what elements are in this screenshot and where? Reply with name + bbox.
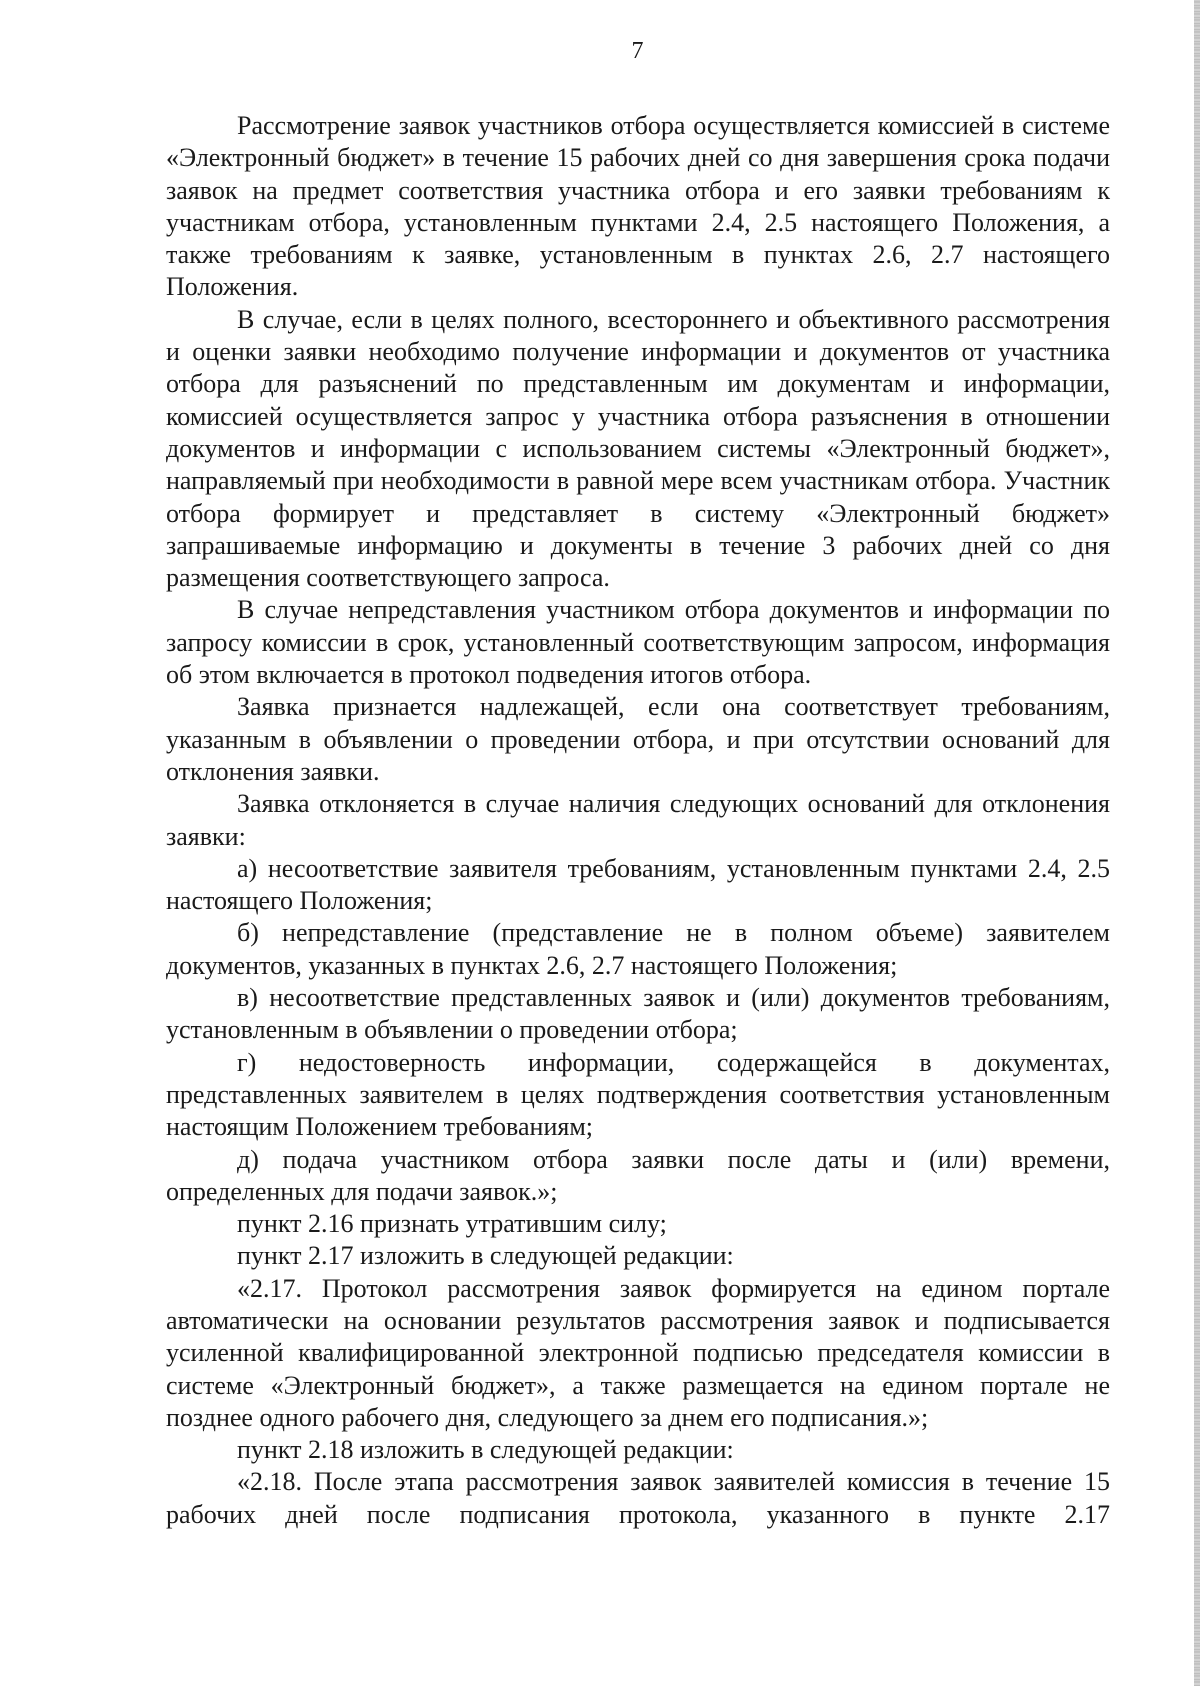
list-item-g: г) недостоверность информации, содержащейся в документах, представленных заявителем в целях подтверждения соответствия установленным настоящим Положением требованиям; [166, 1047, 1110, 1142]
list-item-b: б) непредставление (представление не в полном объеме) заявителем документов, указанных в пунктах 2.6, 2.7 настоящего Положения; [166, 918, 1110, 980]
paragraph-clarification-request: В случае, если в целях полного, всестороннего и объективного рассмотрения и оценки заявки необходимо получение информации и документов от участника отбора для разъяснений по представленным им документам и информации, комиссией осуществляется запрос у участника отбора разъяснения в отношении документов и информации с использованием системы «Электронный бюджет», направляемый при необходимости в равной мере всем участникам отбора. Участник отбора формирует и представляет в систему «Электронный бюджет» запрашиваемые информацию и документы в течение 3 рабочих дней со дня размещения соответствующего запроса. [166, 304, 1110, 593]
document-body [166, 110, 1110, 1531]
paragraph-clause-2-16: пункт 2.16 признать утратившим силу; [237, 1209, 667, 1239]
page-number: 7 [631, 38, 644, 64]
paragraph-clause-2-17-text: «2.17. Протокол рассмотрения заявок формируется на едином портале автоматически на основании результатов рассмотрения заявок и подписывается усиленной квалифицированной электронной подписью председателя комиссии в системе «Электронный бюджет», а также размещается на едином портале не позднее одного рабочего дня, следующего за днем его подписания.»; [166, 1273, 1110, 1432]
paragraph-clause-2-18-intro: пункт 2.18 изложить в следующей редакции: [237, 1435, 734, 1465]
paragraph-clause-2-18-text: «2.18. После этапа рассмотрения заявок заявителей комиссия в течение 15 рабочих дней после подписания протокола, указанного в пункте 2.17 [166, 1467, 1110, 1529]
paragraph-non-submission: В случае непредставления участником отбора документов и информации по запросу комиссии в срок, установленный соответствующим запросом, информация об этом включается в протокол подведения итогов отбора. [166, 595, 1110, 690]
scan-edge-strip [1194, 0, 1200, 1686]
list-item-a: а) несоответствие заявителя требованиям, установленным пунктами 2.4, 2.5 настоящего Положения; [166, 853, 1110, 916]
paragraph-review-applications: Рассмотрение заявок участников отбора осуществляется комиссией в системе «Электронный бюджет» в течение 15 рабочих дней со дня завершения срока подачи заявок на предмет соответствия участника отбора и его заявки требованиям к участникам отбора, установленным пунктами 2.4, 2.5 настоящего Положения, а также требованиям к заявке, установленным в пунктах 2.6, 2.7 настоящего Положения. [166, 111, 1110, 302]
list-item-v: в) несоответствие представленных заявок и (или) документов требованиям, установленным в объявлении о проведении отбора; [166, 983, 1110, 1045]
paragraph-clause-2-17-intro: пункт 2.17 изложить в следующей редакции: [237, 1241, 734, 1271]
list-item-d: д) подача участником отбора заявки после даты и (или) времени, определенных для подачи заявок.»; [166, 1144, 1110, 1206]
paragraph-rejection-grounds: Заявка отклоняется в случае наличия следующих оснований для отклонения заявки: [166, 789, 1110, 851]
paragraph-proper-application: Заявка признается надлежащей, если она соответствует требованиям, указанным в объявлении о проведении отбора, и при отсутствии оснований для отклонения заявки. [166, 692, 1110, 786]
